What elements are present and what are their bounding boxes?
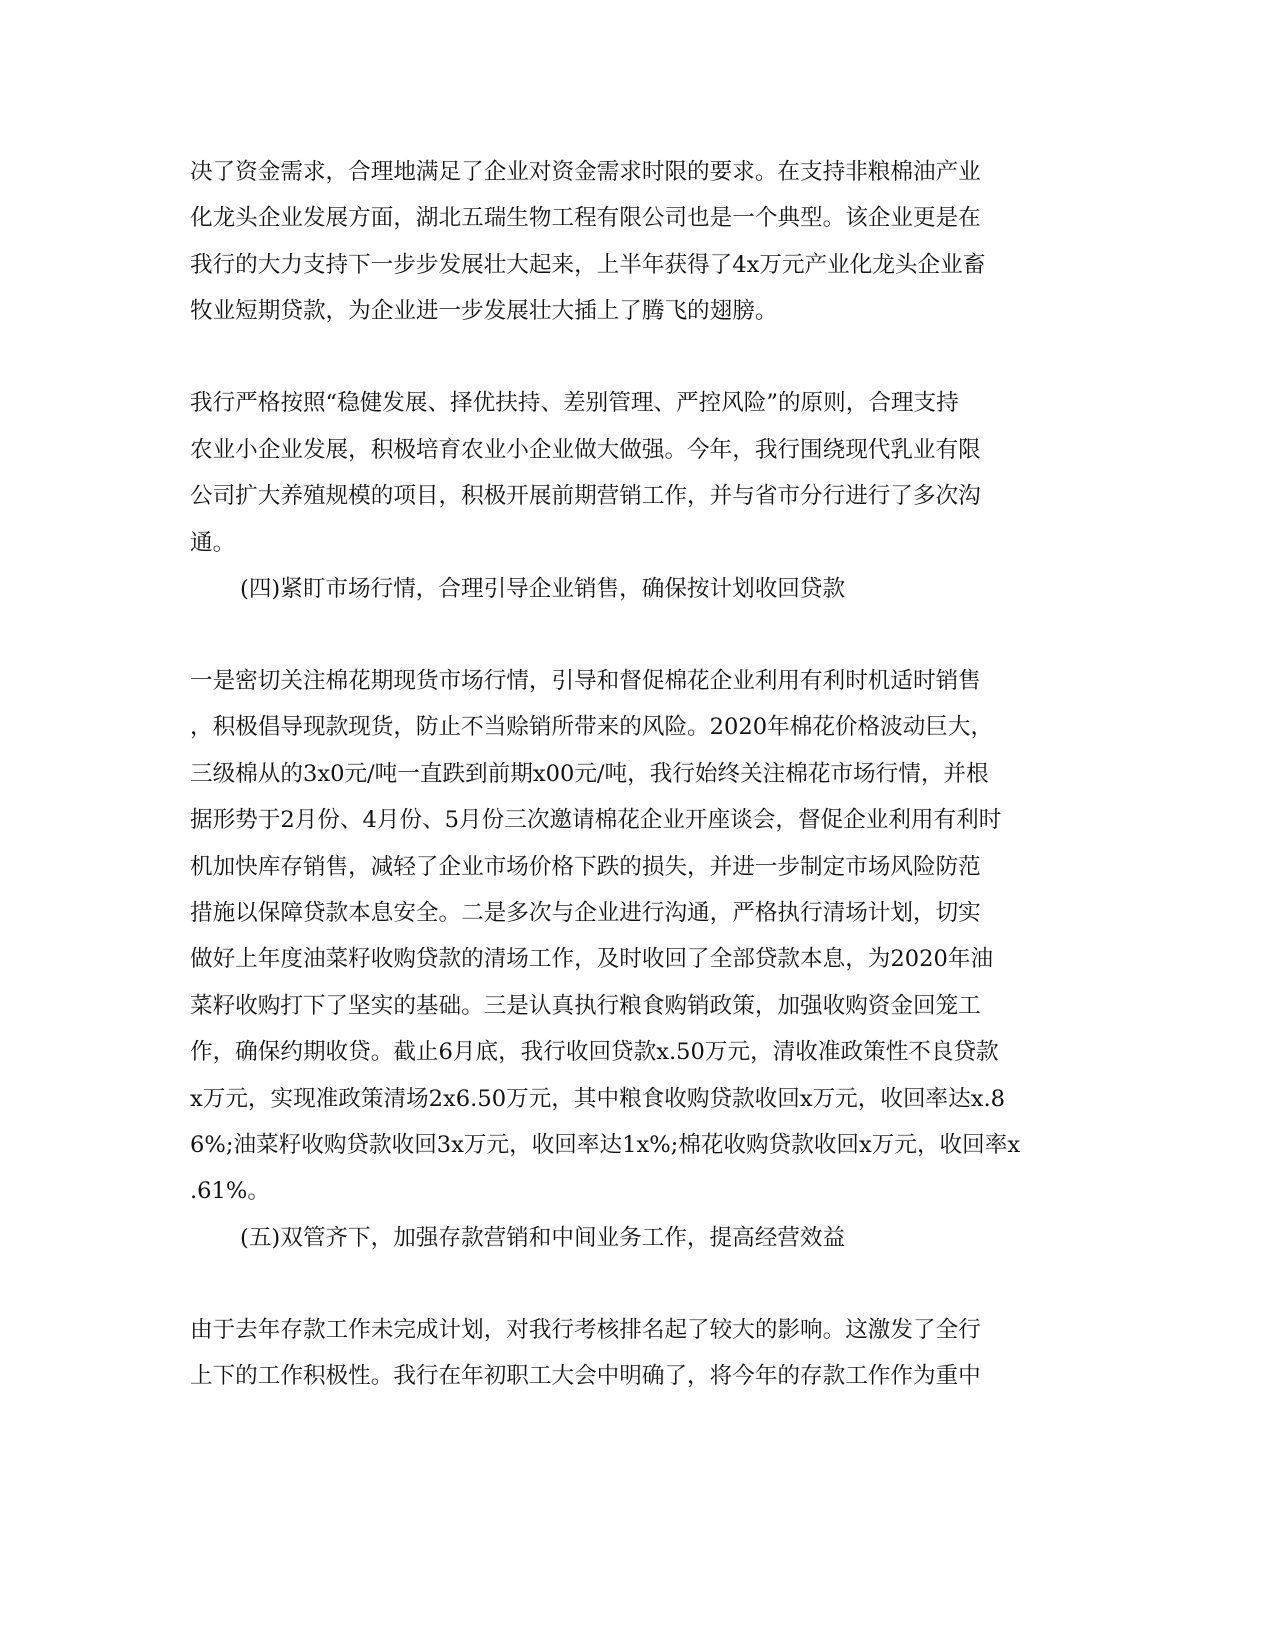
paragraph-3-line-6: 措施以保障贷款本息安全。二是多次与企业进行沟通，严格执行清场计划，切实 bbox=[190, 900, 981, 926]
paragraph-3-line-4: 据形势于2月份、4月份、5月份三次邀请棉花企业开座谈会，督促企业利用有利时 bbox=[190, 807, 1002, 833]
paragraph-2-line-1: 我行严格按照“稳健发展、择优扶持、差别管理、严控风险”的原则，合理支持 bbox=[190, 390, 959, 416]
paragraph-2-line-4: 通。 bbox=[190, 530, 236, 556]
paragraph-3-line-5: 机加快库存销售，减轻了企业市场价格下跌的损失，并进一步制定市场风险防范 bbox=[190, 854, 981, 880]
paragraph-2-line-2: 农业小企业发展，积极培育农业小企业做大做强。今年，我行围绕现代乳业有限 bbox=[190, 437, 981, 463]
paragraph-3-line-9: 作，确保约期收贷。截止6月底，我行收回贷款x.50万元，清收准政策性不良贷款 bbox=[190, 1039, 999, 1065]
paragraph-3-line-8: 菜籽收购打下了坚实的基础。三是认真执行粮食购销政策，加强收购资金回笼工 bbox=[190, 993, 981, 1019]
paragraph-3-line-7: 做好上年度油菜籽收购贷款的清场工作，及时收回了全部贷款本息，为2020年油 bbox=[190, 946, 994, 972]
paragraph-3-line-10: x万元，实现准政策清场2x6.50万元，其中粮食收购贷款收回x万元，收回率达x.8 bbox=[190, 1086, 1006, 1112]
paragraph-3-line-1: 一是密切关注棉花期现货市场行情，引导和督促棉花企业利用有利时机适时销售 bbox=[190, 668, 981, 694]
paragraph-2-line-3: 公司扩大养殖规模的项目，积极开展前期营销工作，并与省市分行进行了多次沟 bbox=[190, 483, 981, 509]
section-heading-5: (五)双管齐下，加强存款营销和中间业务工作，提高经营效益 bbox=[240, 1225, 846, 1251]
paragraph-3-line-3: 三级棉从的3x0元/吨一直跌到前期x00元/吨，我行始终关注棉花市场行情，并根 bbox=[190, 761, 989, 787]
paragraph-1-line-2: 化龙头企业发展方面，湖北五瑞生物工程有限公司也是一个典型。该企业更是在 bbox=[190, 205, 981, 231]
paragraph-3-line-12: .61%。 bbox=[190, 1178, 270, 1204]
paragraph-1-line-3: 我行的大力支持下一步步发展壮大起来，上半年获得了4x万元产业化龙头企业畜 bbox=[190, 252, 986, 278]
paragraph-3-line-11: 6%;油菜籽收购贷款收回3x万元，收回率达1x%;棉花收购贷款收回x万元，收回率x bbox=[190, 1132, 1021, 1158]
paragraph-1-line-4: 牧业短期贷款，为企业进一步发展壮大插上了腾飞的翅膀。 bbox=[190, 298, 778, 324]
paragraph-4-line-2: 上下的工作积极性。我行在年初职工大会中明确了，将今年的存款工作作为重中 bbox=[190, 1363, 981, 1389]
paragraph-3-line-2: ，积极倡导现款现货，防止不当赊销所带来的风险。2020年棉花价格波动巨大， bbox=[190, 714, 994, 740]
paragraph-1-line-1: 决了资金需求，合理地满足了企业对资金需求时限的要求。在支持非粮棉油产业 bbox=[190, 159, 981, 185]
section-heading-4: (四)紧盯市场行情，合理引导企业销售，确保按计划收回贷款 bbox=[240, 576, 846, 602]
paragraph-4-line-1: 由于去年存款工作未完成计划，对我行考核排名起了较大的影响。这激发了全行 bbox=[190, 1317, 981, 1343]
